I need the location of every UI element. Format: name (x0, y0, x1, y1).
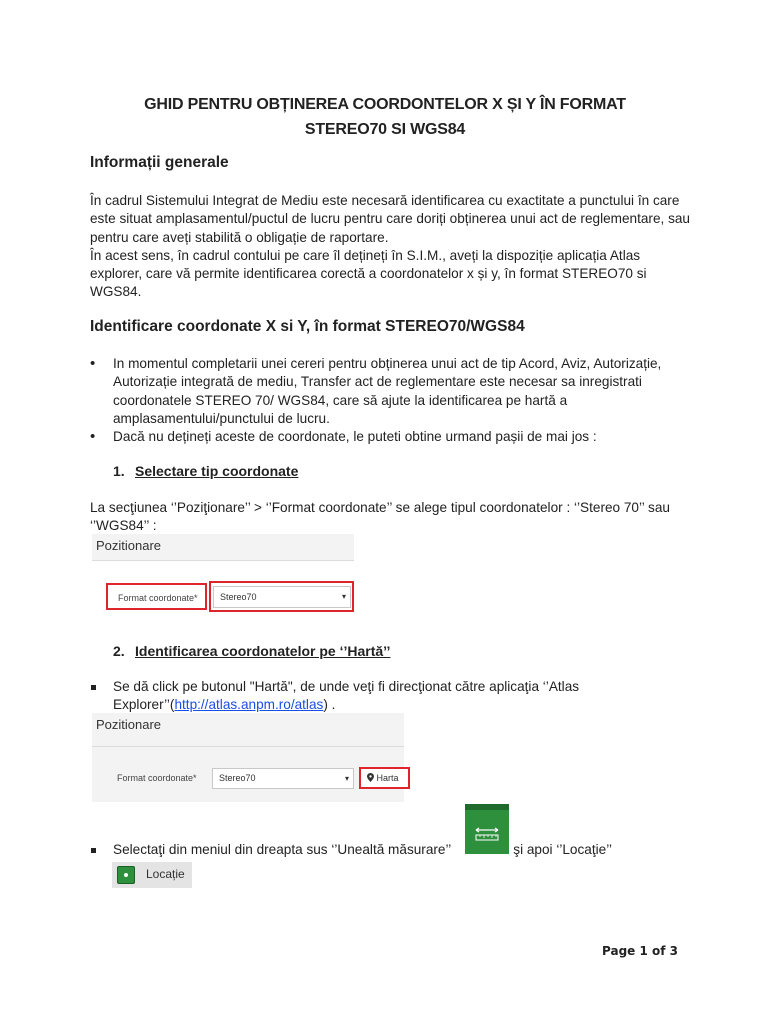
list-item (90, 841, 690, 859)
list-item: • Dacă nu dețineți aceste de coordonate, le puteti obtine urmand pașii de mai jos : (90, 428, 690, 446)
title-line-1: GHID PENTRU OBȚINEREA COORDONTELOR X ȘI Y ÎN FORMAT (144, 96, 626, 113)
measure-tool-button[interactable] (465, 804, 509, 854)
measure-step-list (90, 841, 690, 859)
intro-paragraph (90, 192, 690, 302)
measure-instruction-text: Selectaţi din meniul din dreapta sus ‘’Unealtă măsurare’’ (113, 842, 452, 857)
section-heading-general: Informații generale (90, 154, 229, 171)
select-highlight-box (209, 581, 354, 612)
map-pin-icon (367, 773, 374, 782)
location-button[interactable] (112, 862, 192, 888)
measure-instruction-end: şi apoi ‘’Locaţie’’ (513, 842, 613, 857)
selected-value: Stereo70 (219, 773, 256, 783)
requirements-list (90, 355, 690, 446)
ruler-measure-icon (465, 810, 509, 854)
panel-title: Pozitionare (96, 717, 162, 732)
intro-text-2: În acest sens, în cadrul contului pe care îl dețineți în S.I.M., aveți la dispoziție aplicația Atlas explorer, care vă permite identificarea corectă a coordonatelor x și y, în format STEREO70 si WGS84. (90, 247, 647, 300)
chevron-down-icon: ▾ (344, 774, 349, 783)
location-button-label: Locație (146, 867, 185, 881)
chevron-down-icon: ▾ (341, 592, 346, 601)
document-title (60, 92, 710, 142)
format-coordinates-select[interactable] (212, 768, 354, 789)
selected-value: Stereo70 (220, 592, 257, 602)
map-step-list (90, 678, 690, 715)
positioning-panel-screenshot-1 (92, 534, 354, 620)
panel-divider (92, 746, 404, 747)
map-button[interactable] (359, 767, 410, 789)
map-instruction-text: Se dă click pe butonul "Hartă", de unde veţi fi direcţionat către aplicaţia ‘’Atlas Explorer’’( (113, 679, 580, 713)
positioning-panel-screenshot-2 (92, 713, 404, 802)
atlas-link[interactable]: http://atlas.anpm.ro/atlas (174, 697, 324, 713)
panel-title: Pozitionare (96, 538, 162, 553)
list-item (90, 678, 690, 715)
map-instruction-end: ) . (323, 697, 336, 713)
intro-text-1: În cadrul Sistemului Integrat de Mediu este necesară identificarea cu exactitate a punctului în care este situat amplasamentul/puctul de lucru pentru care doriți obținerea unui act de reglementare, sau pentru care aveți stabilită o obligație de raportare. (90, 193, 690, 245)
page-number: Page 1 of 3 (602, 944, 678, 958)
map-button-label: Harta (376, 773, 399, 783)
list-item: • In momentul completarii unei cereri pentru obținerea unui act de tip Acord, Aviz, Autorizație, Autorizație integrată de mediu, Transfer act de reglementare este necesar sa inregistrati coordonatele STEREO 70/ WGS84, care să ajute la identificarea pe hartă a amplasamentului/punctului de lucru. (90, 355, 690, 428)
format-coordinates-label: Format coordonate* (118, 593, 198, 603)
label-highlight-box (106, 583, 207, 610)
step-title: Selectare tip coordonate (135, 463, 299, 479)
step-number: 1. (113, 463, 125, 479)
step-title: Identificarea coordonatelor pe ‘’Hartă’’ (135, 643, 391, 659)
format-coordinates-label: Format coordonate* (117, 773, 197, 783)
location-dot-icon (117, 866, 135, 884)
title-line-2: STEREO70 SI WGS84 (304, 121, 466, 138)
section-heading-coordinates: Identificare coordonate X si Y, în format STEREO70/WGS84 (90, 318, 525, 335)
step-number: 2. (113, 643, 125, 659)
panel-body (92, 561, 354, 620)
step-1-heading (113, 463, 298, 479)
step-1-text: La secţiunea ‘’Poziţionare’’ > ‘’Format coordonate’’ se alege tipul coordonatelor : ‘’Stereo 70’’ sau ‘’WGS84’’ : (90, 500, 670, 534)
step-2-heading (113, 643, 390, 659)
